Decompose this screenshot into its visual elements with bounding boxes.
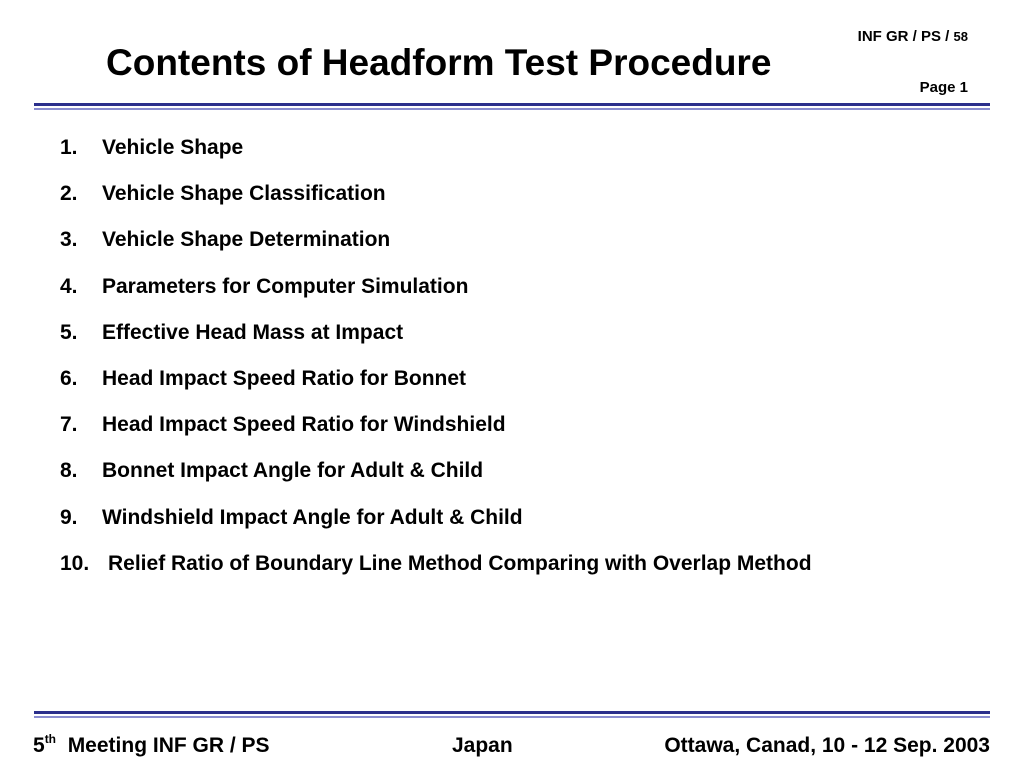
header-rule-light <box>34 108 990 110</box>
slide-title: Contents of Headform Test Procedure <box>106 42 772 83</box>
list-item-text: Parameters for Computer Simulation <box>102 274 469 298</box>
list-item <box>60 504 812 550</box>
list-item <box>60 273 812 319</box>
footer-country: Japan <box>452 734 513 757</box>
list-item-number: 3. <box>60 228 78 252</box>
document-reference <box>858 28 968 46</box>
list-item-number: 10. <box>60 551 90 575</box>
list-item <box>60 319 812 365</box>
meeting-ordinal-suffix: th <box>44 732 57 746</box>
list-item-number: 6. <box>60 366 78 390</box>
list-item <box>60 365 812 411</box>
header-rule-dark <box>34 103 990 106</box>
list-item <box>60 411 812 457</box>
list-item-number: 7. <box>60 413 78 437</box>
footer-rule-dark <box>34 711 990 714</box>
list-item-number: 1. <box>60 136 78 159</box>
list-item-text: Relief Ratio of Boundary Line Method Comparing with Overlap Method <box>108 551 812 575</box>
list-item <box>60 457 812 503</box>
document-reference-prefix: INF GR / PS / <box>857 28 950 45</box>
meeting-ordinal: 5 <box>33 734 45 757</box>
contents-list <box>60 134 812 596</box>
list-item-text: Vehicle Shape Determination <box>102 228 391 252</box>
document-reference-number: 58 <box>953 29 968 44</box>
page-label: Page 1 <box>919 79 968 96</box>
list-item <box>60 134 812 180</box>
list-item-number: 5. <box>60 320 78 344</box>
list-item-number: 2. <box>60 182 78 206</box>
footer-meeting <box>33 732 270 760</box>
list-item-text: Bonnet Impact Angle for Adult & Child <box>102 459 484 483</box>
list-item <box>60 550 812 596</box>
footer-venue-date: Ottawa, Canad, 10 - 12 Sep. 2003 <box>664 734 990 757</box>
list-item-number: 8. <box>60 459 78 483</box>
footer-rule-light <box>34 716 990 718</box>
list-item-text: Vehicle Shape <box>102 136 244 159</box>
meeting-name: Meeting INF GR / PS <box>67 734 270 757</box>
list-item-text: Head Impact Speed Ratio for Bonnet <box>102 366 467 390</box>
list-item-number: 4. <box>60 274 78 298</box>
list-item-text: Head Impact Speed Ratio for Windshield <box>102 413 506 437</box>
list-item <box>60 180 812 226</box>
list-item <box>60 226 812 272</box>
list-item-text: Vehicle Shape Classification <box>102 182 386 206</box>
list-item-text: Effective Head Mass at Impact <box>102 320 404 344</box>
list-item-text: Windshield Impact Angle for Adult & Child <box>102 505 523 529</box>
list-item-number: 9. <box>60 505 78 529</box>
